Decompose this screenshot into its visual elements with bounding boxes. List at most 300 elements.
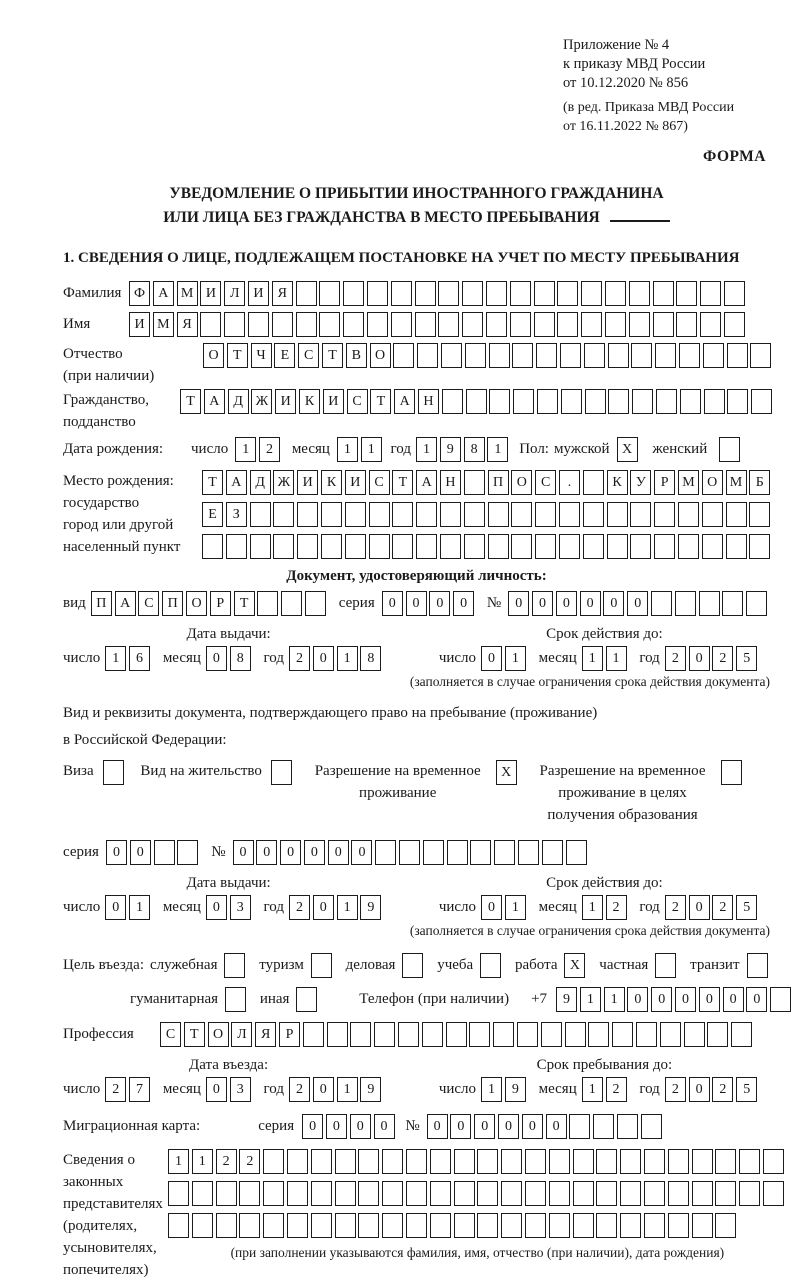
valid-year-cell[interactable]: 2	[712, 646, 733, 671]
legal-reps-cell[interactable]	[573, 1149, 594, 1174]
citizenship-cell[interactable]	[751, 389, 772, 414]
doc-series-cell[interactable]: 0	[453, 591, 474, 616]
birthplace-cell[interactable]	[488, 534, 509, 559]
birthplace-cell[interactable]: О	[702, 470, 723, 495]
legal-reps-cell[interactable]	[168, 1181, 189, 1206]
patronymic-cell[interactable]	[608, 343, 629, 368]
surname-cell[interactable]	[653, 281, 674, 306]
profession-cell[interactable]	[327, 1022, 348, 1047]
firstname-cell[interactable]	[724, 312, 745, 337]
birthplace-cell[interactable]	[297, 502, 318, 527]
patronymic-cell[interactable]	[631, 343, 652, 368]
citizenship-cell[interactable]	[656, 389, 677, 414]
profession-cell[interactable]	[636, 1022, 657, 1047]
surname-cell[interactable]: М	[177, 281, 198, 306]
firstname-cell[interactable]	[248, 312, 269, 337]
residence-number-cell[interactable]	[447, 840, 468, 865]
surname-cell[interactable]	[438, 281, 459, 306]
citizenship-cell[interactable]	[466, 389, 487, 414]
valid-year-cell[interactable]: 2	[665, 646, 686, 671]
humanitarian-checkbox-cell[interactable]	[225, 987, 246, 1012]
patronymic-cell[interactable]	[750, 343, 771, 368]
residence-issue-year-cell[interactable]: 0	[313, 895, 334, 920]
patronymic-cell[interactable]	[703, 343, 724, 368]
birthplace-cell[interactable]	[630, 534, 651, 559]
doc-kind-cell[interactable]: П	[91, 591, 112, 616]
citizenship-cell[interactable]	[561, 389, 582, 414]
birthplace-cell[interactable]	[726, 502, 747, 527]
residence-number-cell[interactable]	[423, 840, 444, 865]
legal-reps-cell[interactable]	[454, 1149, 475, 1174]
legal-reps-cell[interactable]: 1	[192, 1149, 213, 1174]
citizenship-cell[interactable]	[608, 389, 629, 414]
legal-reps-cell[interactable]: 2	[239, 1149, 260, 1174]
firstname-cell[interactable]	[557, 312, 578, 337]
legal-reps-cell[interactable]	[287, 1181, 308, 1206]
profession-cell[interactable]	[422, 1022, 443, 1047]
residence-issue-day-cell[interactable]: 0	[105, 895, 126, 920]
legal-reps-cell[interactable]	[501, 1213, 522, 1238]
birthplace-cell[interactable]	[607, 502, 628, 527]
birthplace-cell[interactable]: П	[488, 470, 509, 495]
stay-day-cell[interactable]: 9	[505, 1077, 526, 1102]
firstname-cell[interactable]	[200, 312, 221, 337]
firstname-cell[interactable]: И	[129, 312, 150, 337]
profession-cell[interactable]	[541, 1022, 562, 1047]
phone-cell[interactable]: 1	[604, 987, 625, 1012]
surname-cell[interactable]	[415, 281, 436, 306]
entry-year-cell[interactable]: 9	[360, 1077, 381, 1102]
citizenship-cell[interactable]: К	[299, 389, 320, 414]
residence-number-cell[interactable]	[542, 840, 563, 865]
legal-reps-cell[interactable]	[715, 1149, 736, 1174]
legal-reps-cell[interactable]	[216, 1181, 237, 1206]
birthplace-cell[interactable]	[345, 502, 366, 527]
official-checkbox-cell[interactable]	[224, 953, 245, 978]
birthplace-cell[interactable]	[392, 502, 413, 527]
birthplace-cell[interactable]	[440, 534, 461, 559]
legal-reps-cell[interactable]	[477, 1181, 498, 1206]
doc-number-cell[interactable]	[699, 591, 720, 616]
patronymic-cell[interactable]	[465, 343, 486, 368]
legal-reps-cell[interactable]	[358, 1149, 379, 1174]
legal-reps-cell[interactable]	[287, 1213, 308, 1238]
firstname-cell[interactable]	[224, 312, 245, 337]
citizenship-cell[interactable]: Н	[418, 389, 439, 414]
residence-valid-year-cell[interactable]: 2	[712, 895, 733, 920]
migration-series-cell[interactable]: 0	[326, 1114, 347, 1139]
birthplace-cell[interactable]	[464, 470, 485, 495]
migration-number-cell[interactable]: 0	[546, 1114, 567, 1139]
stay-month-cell[interactable]: 1	[582, 1077, 603, 1102]
doc-number-cell[interactable]	[722, 591, 743, 616]
birthplace-cell[interactable]	[416, 534, 437, 559]
citizenship-cell[interactable]: С	[347, 389, 368, 414]
profession-cell[interactable]	[469, 1022, 490, 1047]
surname-cell[interactable]	[557, 281, 578, 306]
residence-number-cell[interactable]: 0	[328, 840, 349, 865]
residence-valid-year-cell[interactable]: 0	[689, 895, 710, 920]
surname-cell[interactable]	[605, 281, 626, 306]
birthplace-cell[interactable]: А	[416, 470, 437, 495]
legal-reps-cell[interactable]	[477, 1149, 498, 1174]
citizenship-cell[interactable]	[680, 389, 701, 414]
birthplace-cell[interactable]	[583, 470, 604, 495]
firstname-cell[interactable]	[700, 312, 721, 337]
doc-number-cell[interactable]: 0	[603, 591, 624, 616]
birthplace-cell[interactable]: О	[511, 470, 532, 495]
patronymic-cell[interactable]: Ч	[251, 343, 272, 368]
legal-reps-cell[interactable]	[501, 1149, 522, 1174]
stay-month-cell[interactable]: 2	[606, 1077, 627, 1102]
phone-cell[interactable]	[770, 987, 791, 1012]
citizenship-cell[interactable]	[513, 389, 534, 414]
migration-number-cell[interactable]: 0	[522, 1114, 543, 1139]
citizenship-cell[interactable]: Т	[370, 389, 391, 414]
birth-day-cell[interactable]: 1	[235, 437, 256, 462]
surname-cell[interactable]	[510, 281, 531, 306]
residence-issue-year-cell[interactable]: 2	[289, 895, 310, 920]
legal-reps-cell[interactable]	[668, 1149, 689, 1174]
birthplace-cell[interactable]: М	[678, 470, 699, 495]
legal-reps-cell[interactable]	[596, 1149, 617, 1174]
patronymic-cell[interactable]	[679, 343, 700, 368]
legal-reps-cell[interactable]	[382, 1149, 403, 1174]
birthplace-cell[interactable]	[321, 502, 342, 527]
valid-year-cell[interactable]: 0	[689, 646, 710, 671]
birthplace-cell[interactable]	[297, 534, 318, 559]
doc-number-cell[interactable]: 0	[580, 591, 601, 616]
birthplace-cell[interactable]	[273, 534, 294, 559]
birth-year-cell[interactable]: 9	[440, 437, 461, 462]
doc-number-cell[interactable]	[746, 591, 767, 616]
surname-cell[interactable]	[462, 281, 483, 306]
legal-reps-cell[interactable]	[406, 1149, 427, 1174]
legal-reps-cell[interactable]	[549, 1213, 570, 1238]
firstname-cell[interactable]	[534, 312, 555, 337]
surname-cell[interactable]	[581, 281, 602, 306]
residence-number-cell[interactable]: 0	[280, 840, 301, 865]
birthplace-cell[interactable]	[226, 534, 247, 559]
legal-reps-cell[interactable]	[192, 1181, 213, 1206]
legal-reps-cell[interactable]	[287, 1149, 308, 1174]
residence-series-cell[interactable]	[177, 840, 198, 865]
patronymic-cell[interactable]: Т	[227, 343, 248, 368]
patronymic-cell[interactable]: С	[298, 343, 319, 368]
doc-series-cell[interactable]: 0	[429, 591, 450, 616]
citizenship-cell[interactable]	[727, 389, 748, 414]
valid-day-cell[interactable]: 1	[505, 646, 526, 671]
birthplace-cell[interactable]	[559, 534, 580, 559]
patronymic-cell[interactable]	[584, 343, 605, 368]
firstname-cell[interactable]	[629, 312, 650, 337]
profession-cell[interactable]: С	[160, 1022, 181, 1047]
legal-reps-cell[interactable]	[239, 1181, 260, 1206]
surname-cell[interactable]: Л	[224, 281, 245, 306]
phone-cell[interactable]: 1	[580, 987, 601, 1012]
birthplace-cell[interactable]	[440, 502, 461, 527]
surname-cell[interactable]	[700, 281, 721, 306]
birthplace-cell[interactable]: У	[630, 470, 651, 495]
issue-year-cell[interactable]: 1	[337, 646, 358, 671]
doc-kind-cell[interactable]: Т	[234, 591, 255, 616]
birthplace-cell[interactable]: Т	[392, 470, 413, 495]
legal-reps-cell[interactable]	[311, 1181, 332, 1206]
patronymic-cell[interactable]	[560, 343, 581, 368]
migration-number-cell[interactable]: 0	[498, 1114, 519, 1139]
firstname-cell[interactable]	[415, 312, 436, 337]
legal-reps-cell[interactable]	[358, 1213, 379, 1238]
firstname-cell[interactable]	[343, 312, 364, 337]
legal-reps-cell[interactable]	[311, 1149, 332, 1174]
citizenship-cell[interactable]: И	[275, 389, 296, 414]
migration-number-cell[interactable]: 0	[474, 1114, 495, 1139]
doc-kind-cell[interactable]	[257, 591, 278, 616]
patronymic-cell[interactable]	[727, 343, 748, 368]
birthplace-cell[interactable]	[535, 534, 556, 559]
profession-cell[interactable]: О	[208, 1022, 229, 1047]
patronymic-cell[interactable]	[655, 343, 676, 368]
temporary-residence-education-checkbox-cell[interactable]	[721, 760, 742, 785]
entry-year-cell[interactable]: 1	[337, 1077, 358, 1102]
entry-month-cell[interactable]: 3	[230, 1077, 251, 1102]
residence-number-cell[interactable]	[375, 840, 396, 865]
profession-cell[interactable]	[612, 1022, 633, 1047]
birthplace-cell[interactable]	[583, 534, 604, 559]
profession-cell[interactable]	[707, 1022, 728, 1047]
surname-cell[interactable]: И	[200, 281, 221, 306]
doc-series-cell[interactable]: 0	[406, 591, 427, 616]
stay-year-cell[interactable]: 2	[665, 1077, 686, 1102]
legal-reps-cell[interactable]	[168, 1213, 189, 1238]
profession-cell[interactable]	[684, 1022, 705, 1047]
residence-valid-year-cell[interactable]: 2	[665, 895, 686, 920]
male-checkbox-cell[interactable]: X	[617, 437, 638, 462]
legal-reps-cell[interactable]	[573, 1181, 594, 1206]
surname-cell[interactable]	[724, 281, 745, 306]
legal-reps-cell[interactable]	[335, 1181, 356, 1206]
valid-month-cell[interactable]: 1	[582, 646, 603, 671]
citizenship-cell[interactable]: Ж	[251, 389, 272, 414]
valid-day-cell[interactable]: 0	[481, 646, 502, 671]
migration-number-cell[interactable]: 0	[427, 1114, 448, 1139]
birthplace-cell[interactable]	[702, 502, 723, 527]
issue-month-cell[interactable]: 8	[230, 646, 251, 671]
business-checkbox-cell[interactable]	[402, 953, 423, 978]
birthplace-cell[interactable]	[464, 502, 485, 527]
transit-checkbox-cell[interactable]	[747, 953, 768, 978]
birthplace-cell[interactable]	[488, 502, 509, 527]
residence-valid-day-cell[interactable]: 1	[505, 895, 526, 920]
birthplace-cell[interactable]: И	[297, 470, 318, 495]
residence-number-cell[interactable]	[399, 840, 420, 865]
legal-reps-cell[interactable]: 2	[216, 1149, 237, 1174]
doc-kind-cell[interactable]	[281, 591, 302, 616]
surname-cell[interactable]: Я	[272, 281, 293, 306]
stay-year-cell[interactable]: 0	[689, 1077, 710, 1102]
birthplace-cell[interactable]: А	[226, 470, 247, 495]
profession-cell[interactable]	[565, 1022, 586, 1047]
birthplace-cell[interactable]	[749, 534, 770, 559]
profession-cell[interactable]	[374, 1022, 395, 1047]
birthplace-cell[interactable]: К	[321, 470, 342, 495]
residence-valid-year-cell[interactable]: 5	[736, 895, 757, 920]
doc-series-cell[interactable]: 0	[382, 591, 403, 616]
residence-issue-year-cell[interactable]: 1	[337, 895, 358, 920]
work-checkbox-cell[interactable]: X	[564, 953, 585, 978]
profession-cell[interactable]	[660, 1022, 681, 1047]
birthplace-cell[interactable]: Б	[749, 470, 770, 495]
doc-number-cell[interactable]: 0	[556, 591, 577, 616]
birthplace-cell[interactable]	[392, 534, 413, 559]
legal-reps-cell[interactable]	[263, 1149, 284, 1174]
legal-reps-cell[interactable]	[668, 1213, 689, 1238]
firstname-cell[interactable]	[438, 312, 459, 337]
migration-series-cell[interactable]: 0	[302, 1114, 323, 1139]
valid-year-cell[interactable]: 5	[736, 646, 757, 671]
tourism-checkbox-cell[interactable]	[311, 953, 332, 978]
birth-year-cell[interactable]: 1	[487, 437, 508, 462]
issue-month-cell[interactable]: 0	[206, 646, 227, 671]
doc-number-cell[interactable]	[675, 591, 696, 616]
legal-reps-cell[interactable]	[620, 1213, 641, 1238]
firstname-cell[interactable]	[510, 312, 531, 337]
entry-year-cell[interactable]: 0	[313, 1077, 334, 1102]
firstname-cell[interactable]: Я	[177, 312, 198, 337]
patronymic-cell[interactable]	[489, 343, 510, 368]
doc-kind-cell[interactable]	[305, 591, 326, 616]
legal-reps-cell[interactable]	[501, 1181, 522, 1206]
birthplace-cell[interactable]: З	[226, 502, 247, 527]
legal-reps-cell[interactable]	[644, 1213, 665, 1238]
birthplace-cell[interactable]	[559, 502, 580, 527]
profession-cell[interactable]: Л	[231, 1022, 252, 1047]
citizenship-cell[interactable]	[537, 389, 558, 414]
profession-cell[interactable]	[517, 1022, 538, 1047]
doc-number-cell[interactable]	[651, 591, 672, 616]
residence-issue-month-cell[interactable]: 3	[230, 895, 251, 920]
birthplace-cell[interactable]	[654, 534, 675, 559]
birth-day-cell[interactable]: 2	[259, 437, 280, 462]
patronymic-cell[interactable]	[441, 343, 462, 368]
birthplace-cell[interactable]	[250, 502, 271, 527]
firstname-cell[interactable]	[296, 312, 317, 337]
study-checkbox-cell[interactable]	[480, 953, 501, 978]
doc-kind-cell[interactable]: Р	[210, 591, 231, 616]
profession-cell[interactable]	[398, 1022, 419, 1047]
surname-cell[interactable]: А	[153, 281, 174, 306]
private-checkbox-cell[interactable]	[655, 953, 676, 978]
citizenship-cell[interactable]: И	[323, 389, 344, 414]
birthplace-cell[interactable]	[464, 534, 485, 559]
migration-number-cell[interactable]	[641, 1114, 662, 1139]
patronymic-cell[interactable]	[536, 343, 557, 368]
citizenship-cell[interactable]	[442, 389, 463, 414]
birthplace-cell[interactable]	[202, 534, 223, 559]
entry-day-cell[interactable]: 7	[129, 1077, 150, 1102]
legal-reps-cell[interactable]	[358, 1181, 379, 1206]
birthplace-cell[interactable]: Р	[654, 470, 675, 495]
legal-reps-cell[interactable]	[739, 1181, 760, 1206]
firstname-cell[interactable]	[272, 312, 293, 337]
residence-valid-month-cell[interactable]: 1	[582, 895, 603, 920]
doc-kind-cell[interactable]: П	[162, 591, 183, 616]
legal-reps-cell[interactable]	[573, 1213, 594, 1238]
temporary-residence-checkbox-cell[interactable]: X	[496, 760, 517, 785]
stay-year-cell[interactable]: 5	[736, 1077, 757, 1102]
patronymic-cell[interactable]: Т	[322, 343, 343, 368]
profession-cell[interactable]	[350, 1022, 371, 1047]
residence-issue-month-cell[interactable]: 0	[206, 895, 227, 920]
doc-kind-cell[interactable]: А	[115, 591, 136, 616]
patronymic-cell[interactable]	[417, 343, 438, 368]
profession-cell[interactable]	[493, 1022, 514, 1047]
birthplace-cell[interactable]	[345, 534, 366, 559]
issue-year-cell[interactable]: 0	[313, 646, 334, 671]
firstname-cell[interactable]	[319, 312, 340, 337]
residence-number-cell[interactable]	[566, 840, 587, 865]
birthplace-cell[interactable]: Н	[440, 470, 461, 495]
surname-cell[interactable]: И	[248, 281, 269, 306]
migration-number-cell[interactable]: 0	[450, 1114, 471, 1139]
firstname-cell[interactable]	[462, 312, 483, 337]
surname-cell[interactable]	[367, 281, 388, 306]
female-checkbox-cell[interactable]	[719, 437, 740, 462]
phone-cell[interactable]: 0	[723, 987, 744, 1012]
firstname-cell[interactable]	[391, 312, 412, 337]
residence-permit-checkbox-cell[interactable]	[271, 760, 292, 785]
legal-reps-cell[interactable]	[715, 1213, 736, 1238]
legal-reps-cell[interactable]	[430, 1213, 451, 1238]
birthplace-cell[interactable]	[369, 502, 390, 527]
citizenship-cell[interactable]	[489, 389, 510, 414]
birthplace-cell[interactable]: Е	[202, 502, 223, 527]
legal-reps-cell[interactable]	[406, 1181, 427, 1206]
residence-issue-day-cell[interactable]: 1	[129, 895, 150, 920]
birthplace-cell[interactable]	[369, 534, 390, 559]
surname-cell[interactable]	[296, 281, 317, 306]
citizenship-cell[interactable]	[585, 389, 606, 414]
firstname-cell[interactable]	[605, 312, 626, 337]
firstname-cell[interactable]	[676, 312, 697, 337]
legal-reps-cell[interactable]	[596, 1213, 617, 1238]
birthplace-cell[interactable]	[678, 534, 699, 559]
legal-reps-cell[interactable]	[382, 1213, 403, 1238]
legal-reps-cell[interactable]	[335, 1213, 356, 1238]
legal-reps-cell[interactable]	[620, 1149, 641, 1174]
entry-day-cell[interactable]: 2	[105, 1077, 126, 1102]
residence-number-cell[interactable]: 0	[256, 840, 277, 865]
legal-reps-cell[interactable]	[525, 1149, 546, 1174]
firstname-cell[interactable]	[581, 312, 602, 337]
profession-cell[interactable]	[588, 1022, 609, 1047]
birthplace-cell[interactable]	[273, 502, 294, 527]
residence-series-cell[interactable]: 0	[106, 840, 127, 865]
issue-year-cell[interactable]: 8	[360, 646, 381, 671]
issue-year-cell[interactable]: 2	[289, 646, 310, 671]
residence-number-cell[interactable]: 0	[304, 840, 325, 865]
surname-cell[interactable]	[343, 281, 364, 306]
surname-cell[interactable]	[486, 281, 507, 306]
residence-valid-month-cell[interactable]: 2	[606, 895, 627, 920]
surname-cell[interactable]	[629, 281, 650, 306]
legal-reps-cell[interactable]	[549, 1149, 570, 1174]
citizenship-cell[interactable]	[632, 389, 653, 414]
doc-number-cell[interactable]: 0	[532, 591, 553, 616]
birth-year-cell[interactable]: 8	[464, 437, 485, 462]
legal-reps-cell[interactable]	[525, 1213, 546, 1238]
phone-cell[interactable]: 0	[627, 987, 648, 1012]
